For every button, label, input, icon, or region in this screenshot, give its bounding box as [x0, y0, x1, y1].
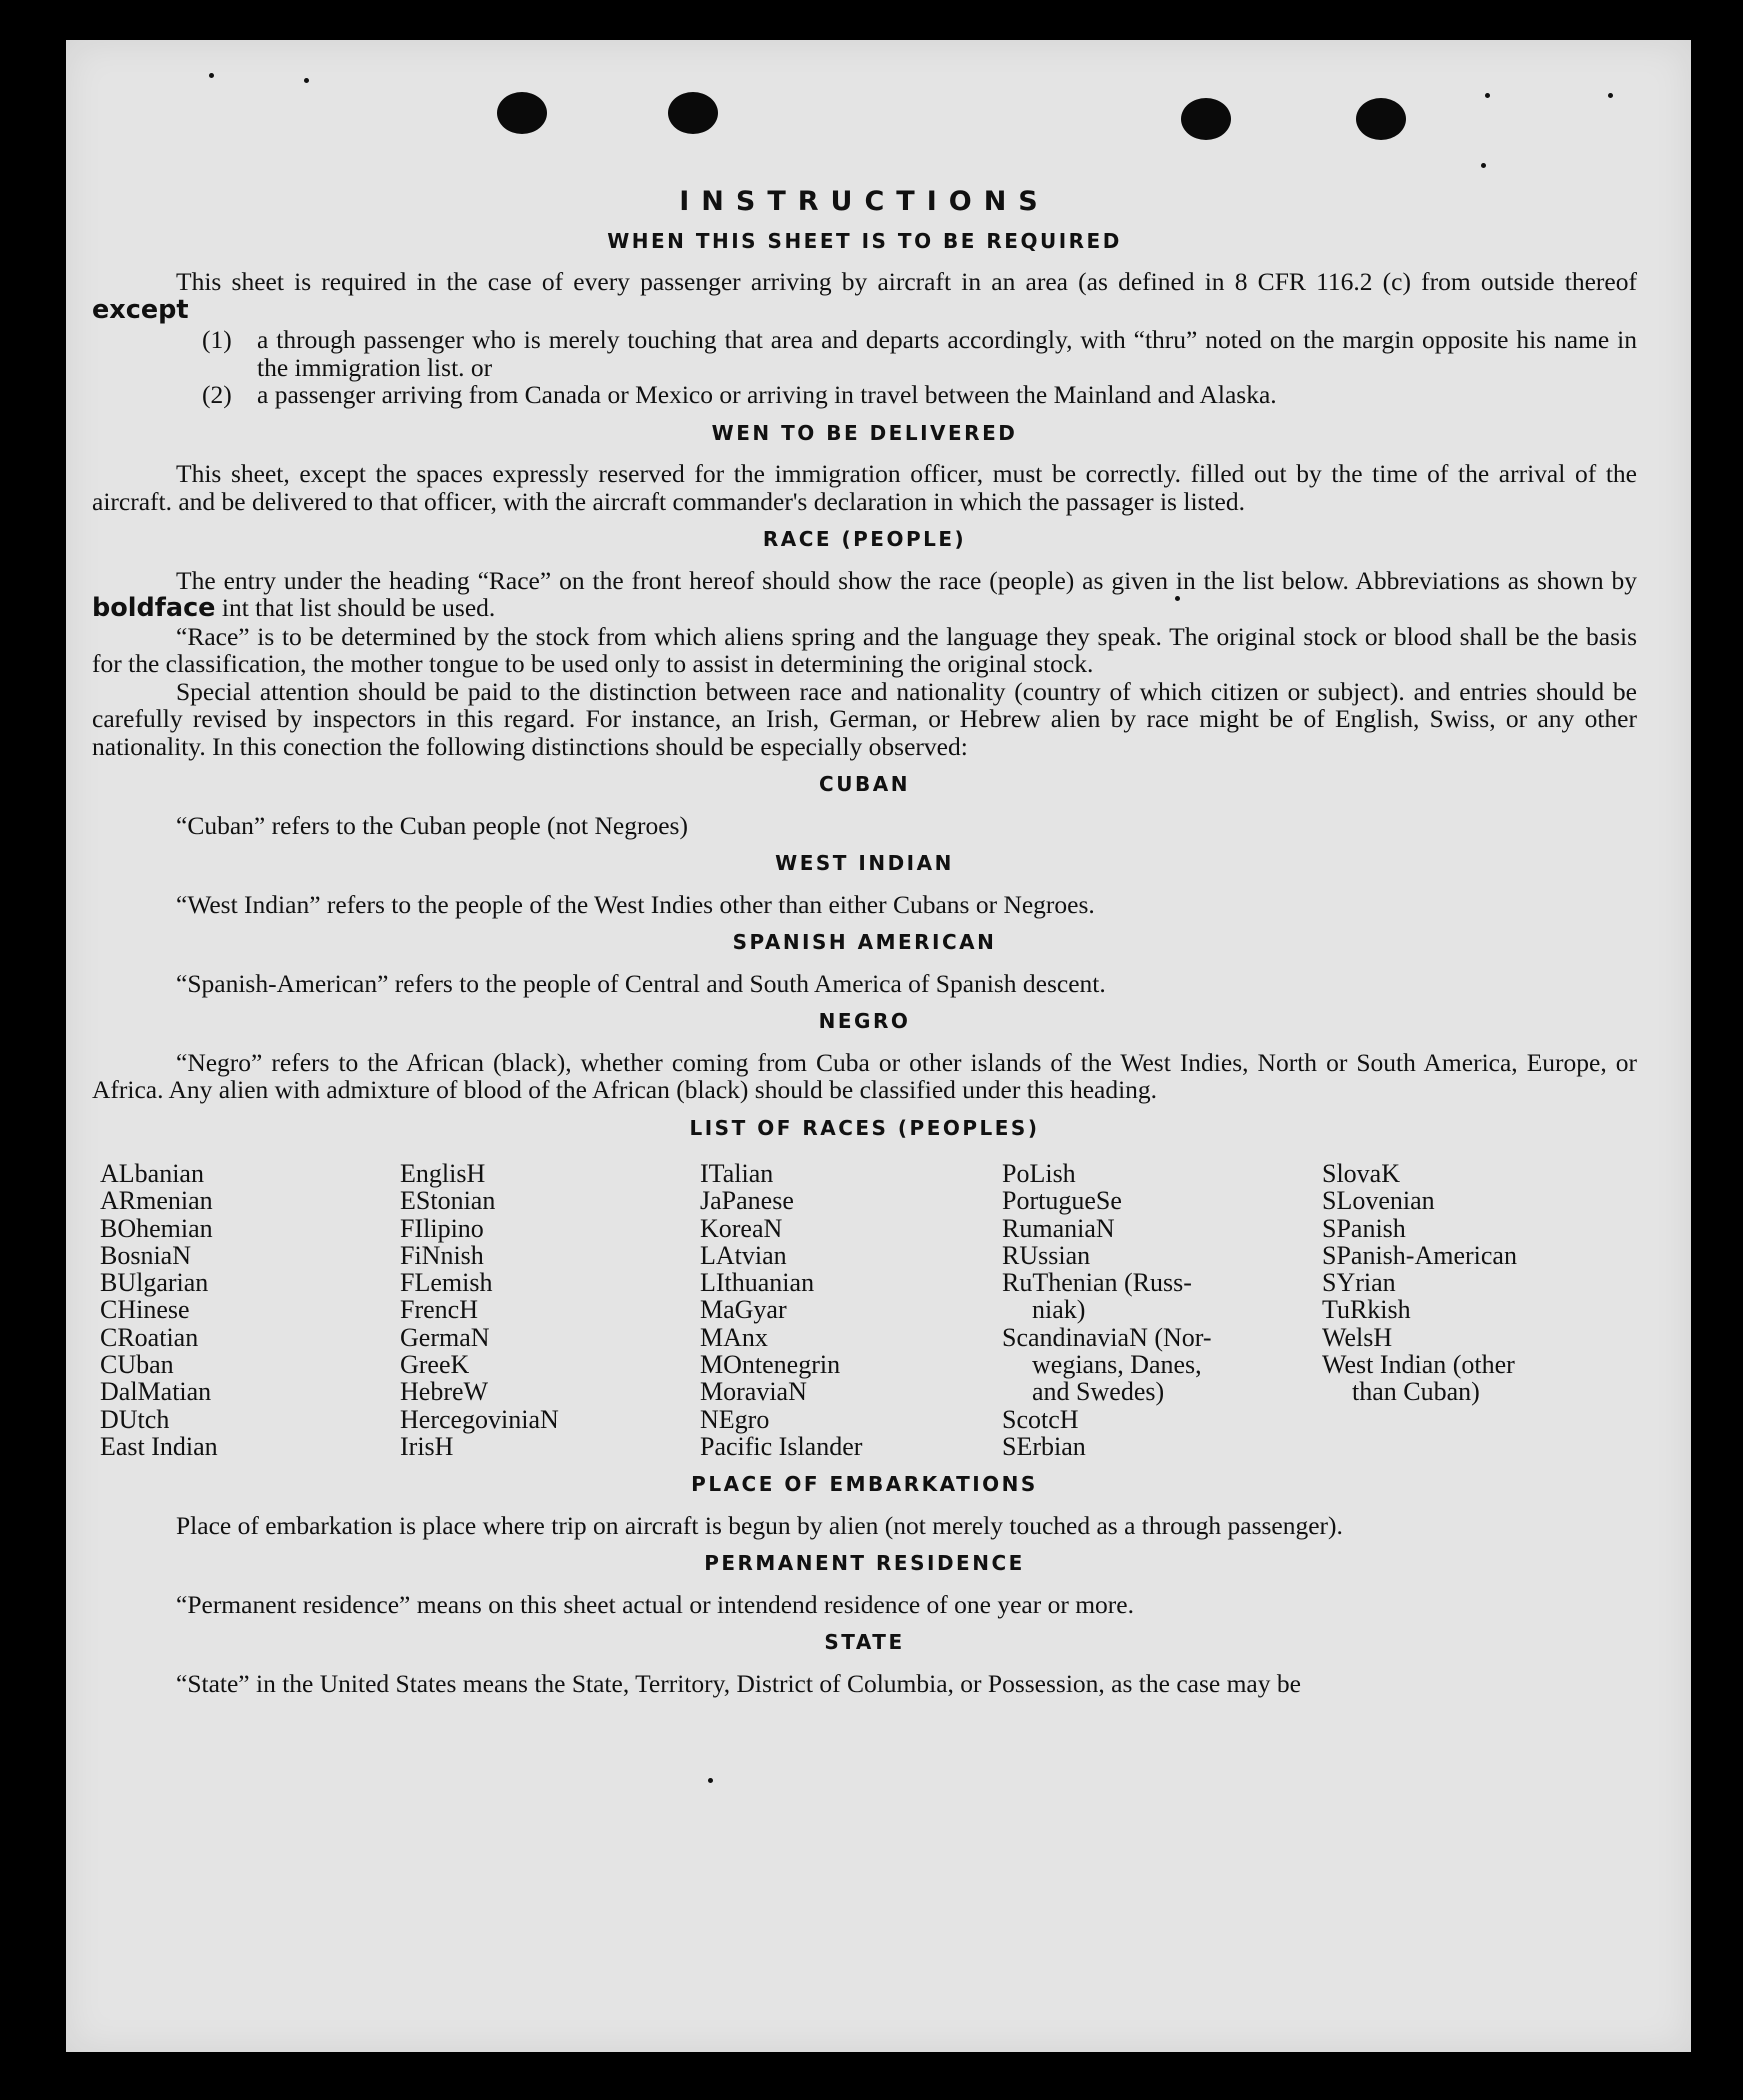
- race-item: RuThenian (Russ-: [1002, 1268, 1192, 1298]
- race-item: SLovenian: [1322, 1186, 1435, 1216]
- speck: [708, 1778, 713, 1783]
- document-body: [92, 180, 1637, 1697]
- race-item: ScandinaviaN (Nor-: [1002, 1322, 1212, 1352]
- text: The entry under the heading “Race” on the front hereof should show the race (people) as given in the list below. Abbreviations as shown by: [176, 565, 1637, 595]
- race-item: SPanish: [1322, 1213, 1406, 1243]
- race-item: IrisH: [400, 1431, 454, 1461]
- heading-when-delivered: WEN TO BE DELIVERED: [711, 420, 1018, 445]
- race-item: GreeK: [400, 1350, 470, 1380]
- race-item: SlovaK: [1322, 1159, 1400, 1188]
- race-item: ARmenian: [100, 1186, 213, 1216]
- item-number: (1): [202, 325, 232, 354]
- heading-when-required: WHEN THIS SHEET IS TO BE REQUIRED: [607, 228, 1122, 253]
- paragraph-permanent-residence: “Permanent residence” means on this sheet actual or intendend residence of one year or more.: [176, 1589, 1134, 1619]
- race-item: HercegoviniaN: [400, 1404, 559, 1434]
- heading-west-indian: WEST INDIAN: [775, 851, 954, 875]
- heading-permanent-residence: PERMANENT RESIDENCE: [704, 1551, 1025, 1576]
- document-title: INSTRUCTIONS: [679, 186, 1050, 217]
- race-item: ALbanian: [100, 1159, 204, 1188]
- text: int that list should be used.: [221, 593, 496, 622]
- race-item: West Indian (other: [1322, 1350, 1515, 1380]
- race-item: PortugueSe: [1002, 1186, 1122, 1216]
- race-item: CRoatian: [100, 1322, 199, 1352]
- race-item: MAnx: [700, 1322, 768, 1352]
- race-item: FLemish: [400, 1268, 493, 1298]
- document-sheet: [66, 40, 1691, 2052]
- race-item: SYrian: [1322, 1268, 1396, 1298]
- race-item: RumaniaN: [1002, 1213, 1115, 1243]
- race-item: MoraviaN: [700, 1377, 807, 1407]
- race-item: HebreW: [400, 1377, 489, 1407]
- speck: [304, 78, 309, 83]
- race-item: BOhemian: [100, 1213, 213, 1243]
- heading-spanish-american: SPANISH AMERICAN: [732, 930, 997, 954]
- item-text: a through passenger who is merely touching that area and departs accordingly, with “thru” noted on the margin opposite his name in the immigration list. or: [257, 325, 1637, 382]
- race-item: BosniaN: [100, 1240, 191, 1270]
- heading-race: RACE (PEOPLE): [762, 527, 967, 551]
- race-column-5: [1322, 1160, 1582, 1460]
- speck: [1485, 93, 1490, 98]
- heading-negro: NEGRO: [818, 1009, 911, 1033]
- race-item: ITalian: [700, 1159, 774, 1188]
- punch-hole: [668, 92, 718, 134]
- race-item: SErbian: [1002, 1431, 1086, 1461]
- race-item: MaGyar: [700, 1295, 787, 1325]
- race-item: WelsH: [1322, 1322, 1393, 1352]
- race-item: Pacific Islander: [700, 1431, 863, 1461]
- speck: [1608, 93, 1613, 98]
- heading-list-of-races: LIST OF RACES (PEOPLES): [689, 1115, 1040, 1140]
- paragraph-state: “State” in the United States means the State, Territory, District of Columbia, or Possession, as the case may be: [176, 1668, 1301, 1698]
- heading-cuban: CUBAN: [819, 772, 910, 796]
- race-item: MOntenegrin: [700, 1350, 841, 1380]
- race-column-3: [700, 1160, 1002, 1460]
- race-item: NEgro: [700, 1404, 770, 1434]
- race-item: CHinese: [100, 1295, 190, 1325]
- race-item: EStonian: [400, 1186, 496, 1216]
- paragraph-when-delivered: This sheet, except the spaces expressly reserved for the immigration officer, must be correctly. filled out by the time of the arrival of the aircraft. and be delivered to that officer, with the aircraft commander's declaration in which the passager is listed.: [92, 459, 1637, 516]
- heading-embarkation: PLACE OF EMBARKATIONS: [691, 1472, 1038, 1497]
- race-column-1: [100, 1160, 400, 1460]
- race-item: JaPanese: [700, 1186, 794, 1216]
- race-item: LIthuanian: [700, 1268, 815, 1298]
- race-item-continuation: than Cuban): [1352, 1377, 1480, 1407]
- speck: [1481, 163, 1486, 168]
- punch-hole: [1181, 98, 1231, 140]
- emphasis-boldface: boldface: [92, 593, 216, 623]
- race-item: CUban: [100, 1350, 174, 1380]
- speck: [209, 73, 214, 78]
- paragraph-spanish-american: “Spanish-American” refers to the people of Central and South America of Spanish descent.: [176, 968, 1106, 998]
- race-item: DalMatian: [100, 1377, 212, 1407]
- race-item: GermaN: [400, 1322, 490, 1352]
- race-item-continuation: wegians, Danes,: [1032, 1350, 1202, 1380]
- race-item: RUssian: [1002, 1240, 1091, 1270]
- paragraph-race-1: [92, 567, 1637, 623]
- race-column-4: [1002, 1160, 1322, 1460]
- race-item: BUlgarian: [100, 1268, 209, 1298]
- race-item: TuRkish: [1322, 1295, 1411, 1325]
- exception-list: [202, 326, 1637, 409]
- paragraph-west-indian: “West Indian” refers to the people of the West Indies other than either Cubans or Negroes.: [176, 889, 1095, 919]
- emphasis-except: except: [92, 294, 189, 325]
- paragraph-negro: “Negro” refers to the African (black), whether coming from Cuba or other islands of the West Indies, North or South America, Europe, or Africa. Any alien with admixture of blood of the African (black) should be classified under this heading.: [92, 1047, 1637, 1104]
- race-item: EnglisH: [400, 1159, 486, 1188]
- list-item: [202, 381, 1637, 409]
- race-item: FrencH: [400, 1295, 478, 1325]
- race-item: SPanish-American: [1322, 1240, 1517, 1270]
- paragraph-embarkation: Place of embarkation is place where trip on aircraft is begun by alien (not merely touched as a through passenger).: [176, 1510, 1343, 1540]
- punch-hole: [1356, 98, 1406, 140]
- race-item: FiNnish: [400, 1240, 484, 1270]
- race-item: FIlipino: [400, 1213, 484, 1243]
- race-item-continuation: niak): [1032, 1295, 1086, 1325]
- paragraph-cuban: “Cuban” refers to the Cuban people (not Negroes): [176, 810, 688, 840]
- list-item: [202, 326, 1637, 381]
- item-number: (2): [202, 380, 232, 409]
- race-item: KoreaN: [700, 1213, 783, 1243]
- paragraph-race-3: Special attention should be paid to the distinction between race and nationality (country of which citizen or subject). and entries should be carefully revised by inspectors in this regard. For instance, an Irish, German, or Hebrew alien by race might be of English, Swiss, or any other nationality. In this conection the following distinctions should be especially observed:: [92, 676, 1637, 761]
- paragraph-when-required: [92, 268, 1637, 324]
- race-item-continuation: and Swedes): [1032, 1377, 1165, 1407]
- race-item: DUtch: [100, 1404, 170, 1434]
- heading-state: STATE: [824, 1630, 905, 1655]
- race-item: PoLish: [1002, 1159, 1076, 1188]
- race-item: ScotcH: [1002, 1404, 1079, 1434]
- text: This sheet is required in the case of every passenger arriving by aircraft in an area (as defined in 8 CFR 116.2 (c) from outside thereof: [176, 267, 1637, 296]
- punch-hole: [497, 92, 547, 134]
- race-item: East Indian: [100, 1431, 218, 1461]
- race-list: [100, 1160, 1637, 1460]
- race-item: LAtvian: [700, 1240, 787, 1270]
- paragraph-race-2: “Race” is to be determined by the stock from which aliens spring and the language they speak. The original stock or blood shall be the basis for the classification, the mother tongue to be used only to assist in determining the original stock.: [92, 621, 1637, 678]
- race-column-2: [400, 1160, 700, 1460]
- item-text: a passenger arriving from Canada or Mexico or arriving in travel between the Mainland and Alaska.: [257, 380, 1277, 409]
